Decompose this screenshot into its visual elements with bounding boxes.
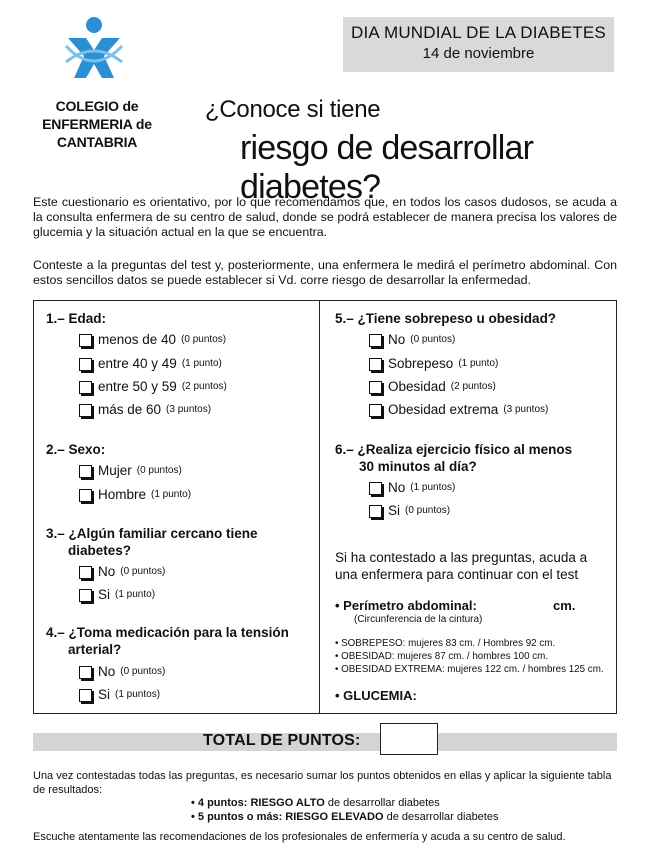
world-diabetes-day-banner xyxy=(343,17,614,72)
checkbox[interactable] xyxy=(79,358,92,371)
total-input-box[interactable] xyxy=(380,723,438,755)
q5-option-1[interactable]: No (0 puntos) xyxy=(369,332,455,348)
q6-option-1[interactable]: No (1 puntos) xyxy=(369,480,455,496)
college-name: COLEGIO de ENFERMERIA de CANTABRIA xyxy=(42,98,152,150)
checkbox[interactable] xyxy=(369,381,382,394)
checkbox[interactable] xyxy=(79,404,92,417)
checkbox[interactable] xyxy=(79,465,92,478)
checkbox[interactable] xyxy=(79,334,92,347)
question-5-title: 5.– ¿Tiene sobrepeso u obesidad? xyxy=(335,311,557,326)
question-6-title: 6.– ¿Realiza ejercicio físico al menos 30 minutos al día? xyxy=(335,442,573,474)
criteria-sobrepeso: • SOBREPESO: mujeres 83 cm. / Hombres 92 cm. xyxy=(335,638,556,649)
result-high-risk: • 4 puntos: RIESGO ALTO de desarrollar diabetes xyxy=(191,797,440,809)
q1-option-1[interactable]: menos de 40 (0 puntos) xyxy=(79,332,226,348)
nurse-note: Si ha contestado a las preguntas, acuda a una enfermera para continuar con el test xyxy=(335,550,588,582)
title-line-1: ¿Conoce si tiene xyxy=(205,96,381,123)
column-divider xyxy=(319,301,320,713)
checkbox[interactable] xyxy=(79,589,92,602)
checkbox[interactable] xyxy=(369,482,382,495)
checkbox[interactable] xyxy=(369,505,382,518)
criteria-obesidad: • OBESIDAD: mujeres 87 cm. / hombres 100 cm. xyxy=(335,651,549,662)
q4-option-2[interactable]: Si (1 puntos) xyxy=(79,687,160,703)
checkbox[interactable] xyxy=(369,358,382,371)
abdominal-perimeter-label: • Perímetro abdominal: xyxy=(335,598,477,613)
checkbox[interactable] xyxy=(79,666,92,679)
final-recommendation: Escuche atentamente las recomendaciones de los profesionales de enfermería y acuda a su centro de salud. xyxy=(33,831,566,843)
criteria-obesidad-extrema: • OBESIDAD EXTREMA: mujeres 122 cm. / hombres 125 cm. xyxy=(335,664,604,675)
q2-option-2[interactable]: Hombre (1 punto) xyxy=(79,487,191,503)
question-2-title: 2.– Sexo: xyxy=(46,442,106,457)
intro-paragraph-2: Conteste a la preguntas del test y, posteriormente, una enfermera le medirá el perímetro abdominal. Con estos sencillos datos se puede establecer si Vd. corre riesgo de desarrollar la enfermedad. xyxy=(33,258,617,287)
checkbox[interactable] xyxy=(79,489,92,502)
q1-option-2[interactable]: entre 40 y 49 (1 punto) xyxy=(79,356,222,372)
checkbox[interactable] xyxy=(79,566,92,579)
q3-option-2[interactable]: Si (1 punto) xyxy=(79,587,155,603)
q1-option-4[interactable]: más de 60 (3 puntos) xyxy=(79,402,211,418)
q5-option-3[interactable]: Obesidad (2 puntos) xyxy=(369,379,496,395)
q2-option-1[interactable]: Mujer (0 puntos) xyxy=(79,463,182,479)
result-elevated-risk: • 5 puntos o más: RIESGO ELEVADO de desarrollar diabetes xyxy=(191,810,499,823)
criteria-list xyxy=(335,637,604,676)
q5-option-2[interactable]: Sobrepeso (1 punto) xyxy=(369,356,498,372)
college-logo xyxy=(64,16,124,82)
question-1-title: 1.– Edad: xyxy=(46,311,107,326)
question-3-title: 3.– ¿Algún familiar cercano tiene diabetes? xyxy=(46,526,258,558)
checkbox[interactable] xyxy=(79,381,92,394)
questionnaire-box xyxy=(33,300,617,714)
q3-option-1[interactable]: No (0 puntos) xyxy=(79,564,165,580)
q1-option-3[interactable]: entre 50 y 59 (2 puntos) xyxy=(79,379,227,395)
question-4-title: 4.– ¿Toma medicación para la tensión arterial? xyxy=(46,625,289,657)
total-label: TOTAL DE PUNTOS: xyxy=(203,732,361,749)
cm-unit: cm. xyxy=(553,598,576,613)
q4-option-1[interactable]: No (0 puntos) xyxy=(79,664,165,680)
checkbox[interactable] xyxy=(369,404,382,417)
banner-title: DIA MUNDIAL DE LA DIABETES xyxy=(351,23,606,42)
q5-option-4[interactable]: Obesidad extrema (3 puntos) xyxy=(369,402,548,418)
checkbox[interactable] xyxy=(369,334,382,347)
waist-note: (Circunferencia de la cintura) xyxy=(354,614,483,625)
banner-date: 14 de noviembre xyxy=(422,45,535,62)
glucemia-label: • GLUCEMIA: xyxy=(335,688,417,703)
results-explanation: Una vez contestadas todas las preguntas, es necesario sumar los puntos obtenidos en ellas y aplicar la siguiente tabla de resultados: • 4 puntos: RIESGO ALTO de desarrollar diabetes • 5 puntos o más: RIESGO ELEVADO de desarrollar diabetes xyxy=(33,770,617,824)
checkbox[interactable] xyxy=(79,689,92,702)
title-line-2: riesgo de desarrollar diabetes? xyxy=(240,129,534,206)
q6-option-2[interactable]: Si (0 puntos) xyxy=(369,503,450,519)
intro-paragraph-1: Este cuestionario es orientativo, por lo que recomendamos que, en todos los casos dudosos, se acuda a la consulta enfermera de su centro de salud, donde se podrá establecer de manera precisa los valores de glucemia y la situación actual en la que se encuentra. xyxy=(33,195,617,239)
